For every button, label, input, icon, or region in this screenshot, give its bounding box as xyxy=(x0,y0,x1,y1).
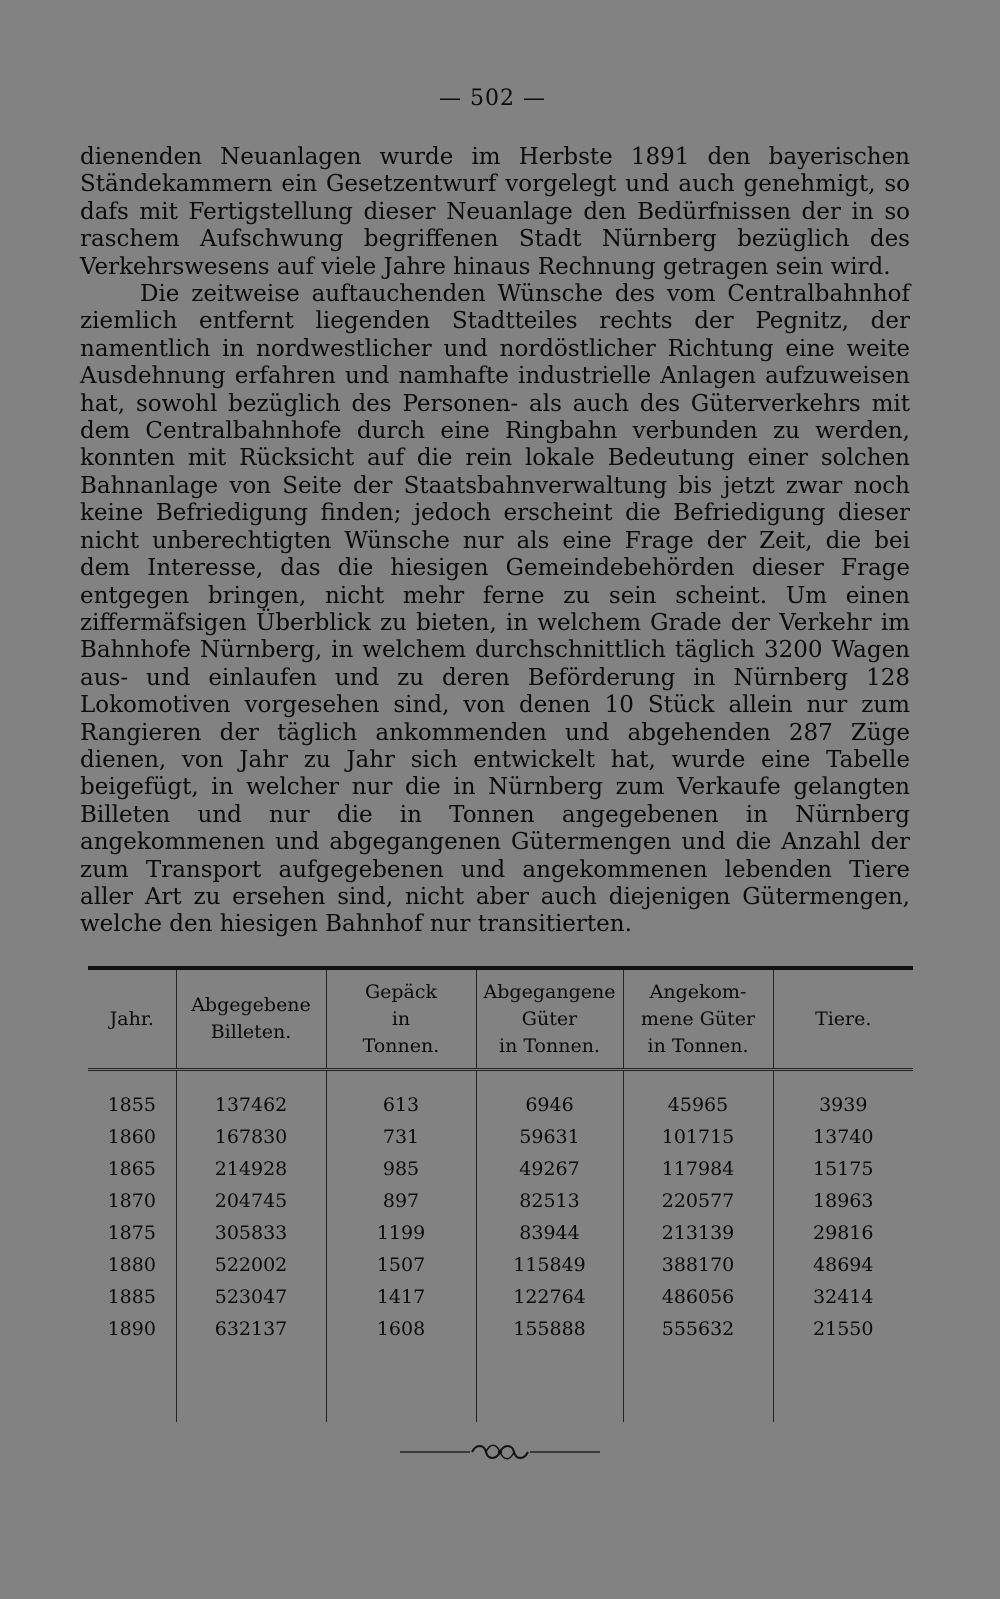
cell-goods-in: 117984 xyxy=(623,1153,773,1185)
cell-goods-out: 155888 xyxy=(476,1313,623,1345)
cell-goods-in: 388170 xyxy=(623,1249,773,1281)
cell-goods-out: 82513 xyxy=(476,1185,623,1217)
cell-year: 1880 xyxy=(107,1254,156,1276)
cell-year: 1865 xyxy=(107,1158,156,1180)
cell-goods-in: 213139 xyxy=(623,1217,773,1249)
header-line: Tiere. xyxy=(815,1007,872,1030)
header-tickets xyxy=(176,970,326,1070)
cell-luggage: 613 xyxy=(326,1089,476,1121)
table-spacer-row xyxy=(88,1070,913,1090)
cell-luggage: 1608 xyxy=(326,1313,476,1345)
table-row xyxy=(88,1249,913,1281)
cell-tickets: 632137 xyxy=(176,1313,326,1345)
table-row xyxy=(88,1089,913,1121)
ornament-divider-icon xyxy=(400,1437,600,1467)
cell-goods-out: 83944 xyxy=(476,1217,623,1249)
cell-animals: 18963 xyxy=(773,1185,913,1217)
header-line: Jahr. xyxy=(109,1007,154,1030)
cell-tickets: 214928 xyxy=(176,1153,326,1185)
header-goods-in xyxy=(623,970,773,1070)
cell-goods-in: 555632 xyxy=(623,1313,773,1345)
header-line: Abgegangene xyxy=(483,980,616,1003)
table-row xyxy=(88,1121,913,1153)
cell-goods-in: 45965 xyxy=(623,1089,773,1121)
cell-goods-out: 6946 xyxy=(476,1089,623,1121)
cell-year: 1855 xyxy=(107,1094,156,1116)
statistics-table xyxy=(88,966,913,1422)
cell-goods-out: 49267 xyxy=(476,1153,623,1185)
cell-luggage: 731 xyxy=(326,1121,476,1153)
header-line: Abgegebene xyxy=(191,994,311,1016)
table-row xyxy=(88,1185,913,1217)
table-header-row xyxy=(88,970,913,1070)
cell-year: 1870 xyxy=(107,1190,156,1212)
cell-luggage: 1507 xyxy=(326,1249,476,1281)
cell-goods-in: 486056 xyxy=(623,1281,773,1313)
header-line: mene Güter xyxy=(640,1007,756,1030)
cell-tickets: 305833 xyxy=(176,1217,326,1249)
cell-luggage: 897 xyxy=(326,1185,476,1217)
table-row xyxy=(88,1153,913,1185)
header-line: in Tonnen. xyxy=(647,1034,749,1057)
cell-goods-out: 115849 xyxy=(476,1249,623,1281)
table-tail-row xyxy=(88,1345,913,1422)
header-goods-out xyxy=(476,970,623,1070)
paragraph: Die zeitweise auftauchenden Wünsche des vom Centralbahnhof ziemlich entfernt liegenden Stadtteiles rechts der Pegnitz, der namentlich in nordwestlicher und nordöstlicher Richtung eine weite Ausdehnung erfahren und namhafte industrielle Anlagen aufzuweisen hat, sowohl bezüglich des Personen- als auch des Güterverkehrs mit dem Centralbahnhofe durch eine Ringbahn verbunden zu werden, konnten mit Rücksicht auf die rein lokale Bedeutung einer solchen Bahnanlage von Seite der Staatsbahnverwaltung bis jetzt zwar noch keine Befriedigung finden; jedoch erscheint die Befriedigung dieser nicht unberechtigten Wünsche nur als eine Frage der Zeit, die bei dem Interesse, das die hiesigen Gemeindebehörden dieser Frage entgegen bringen, nicht mehr ferne zu sein scheint. Um einen ziffermäfsigen Überblick zu bieten, in welchem Grade der Verkehr im Bahnhofe Nürnberg, in welchem durchschnittlich täglich 3200 Wagen aus- und einlaufen und zu deren Beförderung in Nürnberg 128 Lokomotiven vorgesehen sind, von denen 10 Stück allein nur zum Rangieren der täglich ankommenden und abgehenden 287 Züge dienen, von Jahr zu Jahr sich entwickelt hat, wurde eine Tabelle beigefügt, in welcher nur die in Nürnberg zum Verkaufe gelangten Billeten und nur die in Tonnen angegebenen in Nürnberg angekommenen und abgegangenen Gütermengen und die Anzahl der zum Transport aufgegebenen und angekommenen lebenden Tiere aller Art zu ersehen sind, nicht aber auch diejenigen Gütermengen, welche den hiesigen Bahnhof nur transitierten. xyxy=(80,281,910,938)
cell-animals: 15175 xyxy=(773,1153,913,1185)
cell-animals: 21550 xyxy=(773,1313,913,1345)
cell-tickets: 204745 xyxy=(176,1185,326,1217)
cell-goods-out: 122764 xyxy=(476,1281,623,1313)
cell-animals: 3939 xyxy=(773,1089,913,1121)
cell-year: 1860 xyxy=(107,1126,156,1148)
header-animals xyxy=(773,970,913,1070)
body-text xyxy=(80,144,910,939)
cell-year: 1875 xyxy=(107,1222,156,1244)
cell-year: 1885 xyxy=(107,1286,156,1308)
header-year xyxy=(88,970,176,1070)
header-line: Tonnen. xyxy=(362,1034,440,1057)
cell-tickets: 523047 xyxy=(176,1281,326,1313)
cell-tickets: 167830 xyxy=(176,1121,326,1153)
cell-animals: 32414 xyxy=(773,1281,913,1313)
cell-luggage: 985 xyxy=(326,1153,476,1185)
cell-luggage: 1417 xyxy=(326,1281,476,1313)
header-line: Billeten. xyxy=(210,1021,292,1043)
header-line: Güter xyxy=(521,1007,578,1030)
cell-animals: 48694 xyxy=(773,1249,913,1281)
cell-goods-in: 220577 xyxy=(623,1185,773,1217)
cell-goods-out: 59631 xyxy=(476,1121,623,1153)
header-line: in Tonnen. xyxy=(499,1034,600,1057)
header-line: Angekom- xyxy=(649,980,747,1003)
cell-tickets: 522002 xyxy=(176,1249,326,1281)
table-row xyxy=(88,1281,913,1313)
cell-year: 1890 xyxy=(107,1318,156,1340)
cell-animals: 29816 xyxy=(773,1217,913,1249)
table-row xyxy=(88,1217,913,1249)
header-line: Gepäck xyxy=(364,980,438,1003)
cell-tickets: 137462 xyxy=(176,1089,326,1121)
header-line: in xyxy=(391,1007,411,1030)
header-luggage xyxy=(326,970,476,1070)
paragraph: dienenden Neuanlagen wurde im Herbste 1891 den bayerischen Ständekammern ein Gesetzentwurf vorgelegt und auch genehmigt, so dafs mit Fertigstellung dieser Neuanlage den Bedürfnissen der in so raschem Aufschwung begriffenen Stadt Nürnberg bezüglich des Verkehrswesens auf viele Jahre hinaus Rechnung getragen sein wird. xyxy=(80,144,910,280)
table-row xyxy=(88,1313,913,1345)
page-number: — 502 — xyxy=(439,86,546,111)
cell-animals: 13740 xyxy=(773,1121,913,1153)
cell-goods-in: 101715 xyxy=(623,1121,773,1153)
cell-luggage: 1199 xyxy=(326,1217,476,1249)
